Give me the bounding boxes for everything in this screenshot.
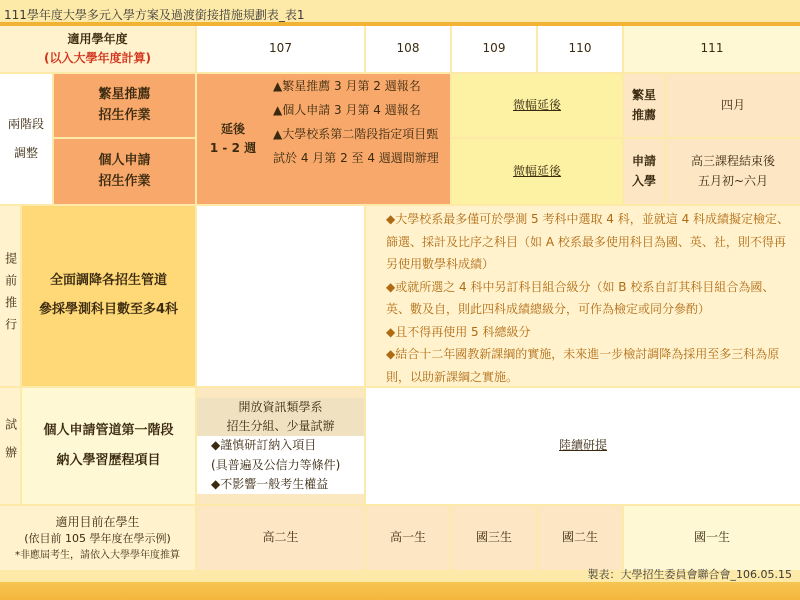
year-108: 108: [366, 26, 450, 72]
slight-delay-star-text: 微幅延後: [512, 97, 561, 112]
year-107: 107: [197, 26, 364, 72]
personal-apply-line1: 個人申請: [98, 152, 151, 168]
delay-cell: [197, 74, 269, 204]
advance-bullet: ◆大學校系最多僅可於學測 5 考科中選取 4 科，並就這 4 科成績擬定檢定、篩選、採計及比序之科目（如 A 校系最多使用科目為國、英、社，則不得再另使用數學科成績）: [386, 212, 790, 272]
students-note: *非應屆考生，請依入大學學年度推算: [15, 549, 180, 561]
trial-title-line2: 納入學習歷程項目: [56, 453, 161, 468]
star-recommend-cell: [54, 74, 195, 137]
advance-title-line1: 全面調降各招生管道: [49, 273, 167, 289]
advance-bullet: ◆或就所選之 4 科中另訂科目組合級分（如 B 校系自訂其科目組合為國、英、數及自，則此四科成績總級分，可作為檢定或同分參酌）: [386, 279, 775, 317]
note-line: 試於 4 月第 2 至 4 週週間辦理: [273, 151, 439, 165]
y111-apply-label: [624, 139, 664, 204]
year-109: 109: [452, 26, 536, 72]
header-label-cell: [0, 26, 195, 72]
delay-line2: 1 - 2 週: [209, 141, 257, 155]
advance-bullet: ◆結合十二年國教新課綱的實施，未來進一步檢討調降為採用至多三科為原則，以助新課綱之實施。: [386, 347, 780, 384]
bottom-bar: [0, 582, 800, 600]
students-label-line2: (依目前 105 學年度在學示例): [24, 532, 171, 546]
note-line: ▲大學校系第二階段指定項目甄: [273, 127, 439, 141]
grade-110: 國二生: [538, 506, 622, 570]
y111-star-label-line1: 繁星: [631, 88, 656, 103]
trial-title-line1: 個人申請管道第一階段: [43, 423, 174, 439]
trial-continue-text: 陸續研提: [558, 438, 607, 453]
trial-label: 試辦: [3, 418, 18, 474]
trial-107-cell: [197, 388, 364, 504]
y111-apply-value-line2: 五月初~六月: [697, 173, 769, 188]
trial-title-cell: [22, 388, 195, 504]
y111-apply-value: [666, 139, 800, 204]
advance-title-line2: 參採學測科目數至多4科: [38, 302, 179, 317]
advance-label-cell: [0, 206, 20, 386]
page-title: 111學年度大學多元入學方案及過渡銜接措施規劃表_表1: [4, 8, 305, 22]
year-110: 110: [538, 26, 622, 72]
grade-107: 高二生: [197, 506, 364, 570]
header-label: 適用學年度: [67, 31, 128, 46]
trial-continue-cell: [366, 388, 800, 504]
y111-apply-label-line1: 申請: [631, 154, 656, 169]
advance-empty-107: [197, 206, 364, 386]
header-sublabel: (以入大學年度計算): [44, 51, 151, 65]
trial-item: ◆不影響一般考生權益: [197, 475, 364, 494]
personal-apply-line2: 招生作業: [98, 173, 151, 189]
two-stage-label-line2: 調整: [13, 146, 38, 160]
slight-delay-apply: [452, 139, 622, 204]
trial-label-cell: [0, 388, 20, 504]
footer-credit: 製表：大學招生委員會聯合會_106.05.15: [587, 568, 792, 581]
y111-star-label: [624, 74, 664, 137]
delay-line1: 延後: [220, 121, 245, 136]
advance-label: 提前推行: [3, 252, 18, 340]
trial-item: 招生分組、少量試辦: [197, 417, 364, 436]
trial-item: 開放資訊類學系: [197, 398, 364, 417]
slight-delay-apply-text: 微幅延後: [512, 163, 561, 178]
note-line: ▲個人申請 3 月第 4 週報名: [273, 103, 421, 117]
y111-apply-label-line2: 入學: [631, 173, 656, 188]
star-recommend-line1: 繁星推薦: [98, 86, 151, 102]
y111-star-label-line2: 推薦: [631, 107, 656, 122]
grade-108: 高一生: [366, 506, 450, 570]
grade-111: 國一生: [624, 506, 800, 570]
year-111: 111: [624, 26, 800, 72]
advance-bullets-cell: [366, 206, 800, 386]
trial-item: (具普遍及公信力等條件): [197, 456, 364, 475]
note-line: ▲繁星推薦 3 月第 2 週報名: [273, 79, 421, 93]
two-stage-notes: [269, 74, 450, 204]
slight-delay-star: [452, 74, 622, 137]
advance-bullet: ◆且不得再使用 5 科總級分: [386, 324, 531, 339]
two-stage-label-line1: 兩階段: [7, 116, 44, 131]
star-recommend-line2: 招生作業: [98, 107, 151, 123]
grade-109: 國三生: [452, 506, 536, 570]
students-label-cell: [0, 506, 195, 570]
personal-apply-cell: [54, 139, 195, 204]
y111-apply-value-line1: 高三課程結束後: [690, 154, 775, 169]
students-label-line1: 適用目前在學生: [55, 515, 140, 530]
trial-item: ◆謹慎研訂納入項目: [197, 436, 364, 455]
advance-title-cell: [22, 206, 195, 386]
y111-star-value: 四月: [666, 74, 800, 137]
two-stage-label: [0, 74, 52, 204]
